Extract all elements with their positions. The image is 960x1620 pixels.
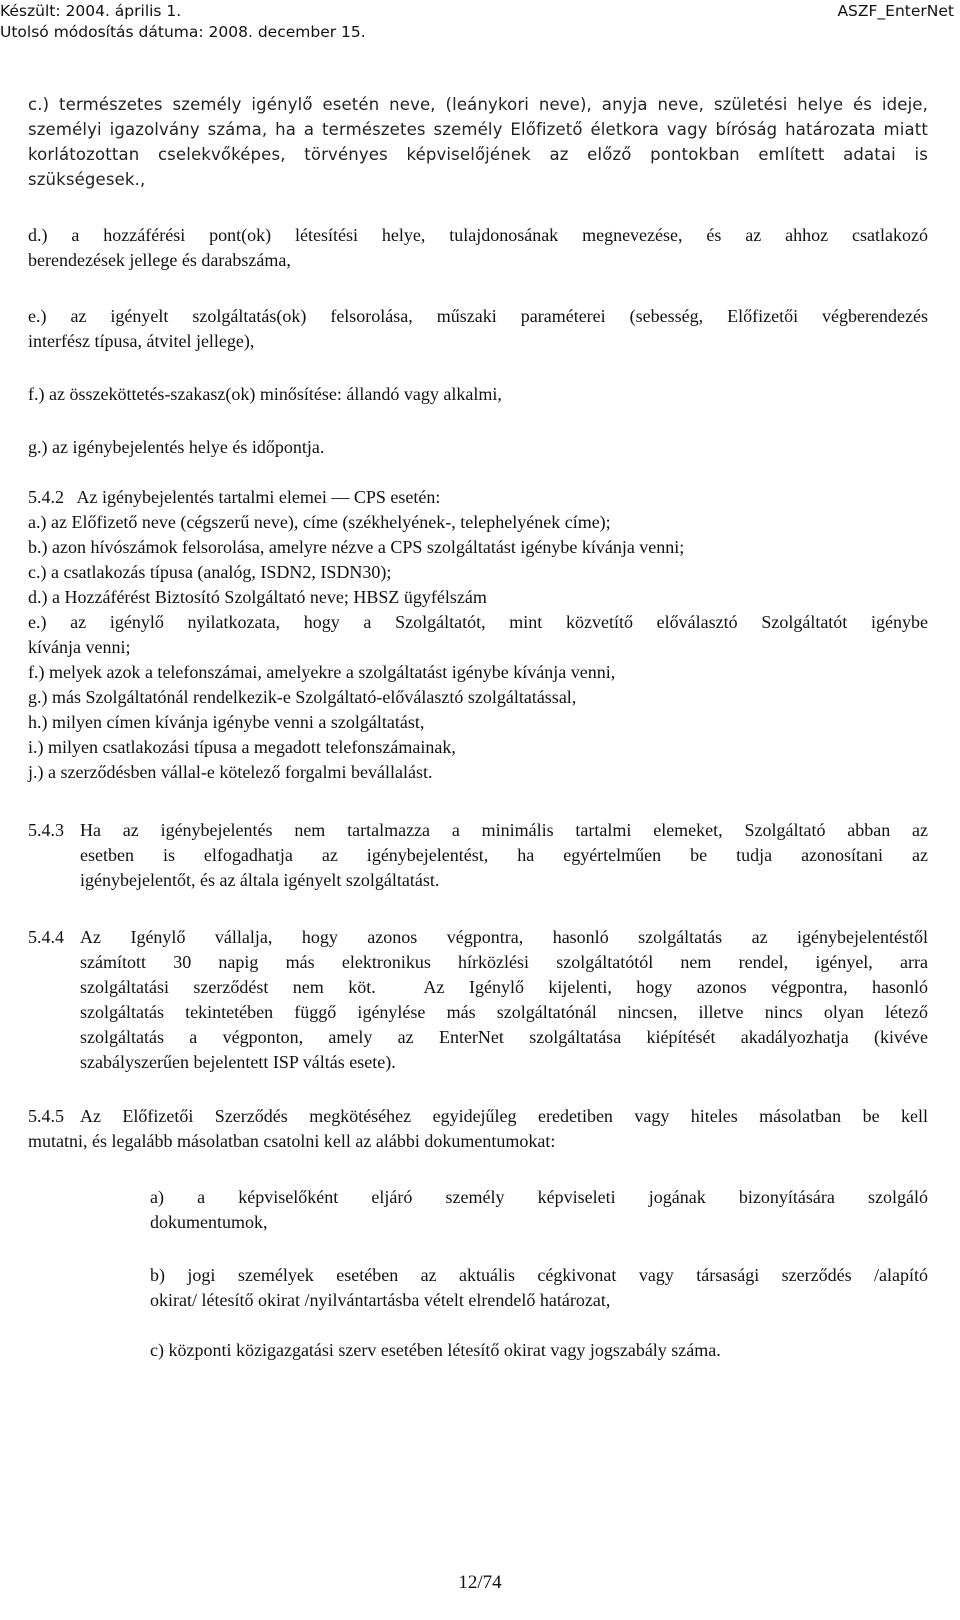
text-line: okirat/ létesítő okirat /nyilvántartásba vételt elrendelő határozat, xyxy=(150,1290,611,1310)
text-line: Ha az igénybejelentés nem tartalmazza a minimális tartalmi elemeket, Szolgáltató abban az xyxy=(80,820,928,840)
text-line: Az Előfizetői Szerződés megkötéséhez egyidejűleg eredetiben vagy hiteles másolatban be kell xyxy=(80,1106,928,1126)
list-item: b.) azon hívószámok felsorolása, amelyre nézve a CPS szolgáltatást igénybe kívánja venni; xyxy=(28,537,685,557)
text-line: igénybejelentőt, és az általa igényelt szolgáltatást. xyxy=(80,870,440,890)
text-line: c) központi közigazgatási szerv esetében létesítő okirat vagy jogszabály száma. xyxy=(150,1340,721,1360)
created-date: Készült: 2004. április 1. xyxy=(0,2,182,20)
section-5-4-5-first-line xyxy=(80,1104,928,1129)
section-number: 5.4.5 xyxy=(28,1106,64,1126)
list-item: kívánja venni; xyxy=(28,637,131,657)
section-number: 5.4.4 xyxy=(28,927,64,947)
list-item: g.) más Szolgáltatónál rendelkezik-e Szolgáltató-előválasztó szolgáltatással, xyxy=(28,687,577,707)
text-line: interfész típusa, átvitel jellege), xyxy=(28,331,255,351)
list-item: h.) milyen címen kívánja igénybe venni a szolgáltatást, xyxy=(28,712,425,732)
paragraph-g xyxy=(28,435,928,460)
paragraph-e xyxy=(28,304,928,354)
text-line: dokumentumok, xyxy=(150,1212,268,1232)
text-line: berendezések jellege és darabszáma, xyxy=(28,250,291,270)
text-line: szükségesek., xyxy=(28,170,146,189)
list-item: j.) a szerződésben vállal-e kötelező forgalmi bevállalást. xyxy=(28,762,433,782)
document-item-b xyxy=(150,1263,928,1313)
list-item: c.) a csatlakozás típusa (analóg, ISDN2, ISDN30); xyxy=(28,562,392,582)
paragraph-d xyxy=(28,223,928,273)
paragraph-c xyxy=(28,92,928,192)
list-item: i.) milyen csatlakozási típusa a megadott telefonszámainak, xyxy=(28,737,456,757)
text-line: b) jogi személyek esetében az aktuális cégkivonat vagy társasági szerződés /alapító xyxy=(150,1265,928,1285)
text-line: szolgáltatási szerződést nem köt. Az Igénylő kijelenti, hogy azonos végpontra, hasonló xyxy=(80,977,928,997)
page-header xyxy=(0,0,960,48)
list-item: a.) az Előfizető neve (cégszerű neve), címe (székhelyének-, telephelyének címe); xyxy=(28,512,611,532)
text-line: e.) az igényelt szolgáltatás(ok) felsorolása, műszaki paraméterei (sebesség, Előfizetői végberendezés xyxy=(28,306,928,326)
text-line: mutatni, és legalább másolatban csatolni kell az alábbi dokumentumokat: xyxy=(28,1131,556,1151)
section-number: 5.4.3 xyxy=(28,820,64,840)
text-line: korlátozottan cselekvőképes, törvényes képviselőjének az előző pontokban említett adatai is xyxy=(28,145,928,164)
section-5-4-2 xyxy=(28,485,928,785)
text-line: Az Igénylő vállalja, hogy azonos végpontra, hasonló szolgáltatás az igénybejelentéstől xyxy=(80,927,928,947)
text-line: g.) az igénybejelentés helye és időpontja. xyxy=(28,437,325,457)
section-5-4-3 xyxy=(80,818,928,893)
text-line: számított 30 napig más elektronikus hírközlési szolgáltatótól nem rendel, igényel, arra xyxy=(80,952,928,972)
paragraph-f xyxy=(28,382,928,407)
text-line: f.) az összeköttetés-szakasz(ok) minősítése: állandó vagy alkalmi, xyxy=(28,384,502,404)
section-heading: 5.4.2 Az igénybejelentés tartalmi elemei — CPS esetén: xyxy=(28,487,441,507)
text-line: személyi igazolvány száma, ha a természetes személy Előfizető életkora vagy bíróság határozata miatt xyxy=(28,120,928,139)
list-item: f.) melyek azok a telefonszámai, amelyekre a szolgáltatást igénybe kívánja venni, xyxy=(28,662,616,682)
text-line: d.) a hozzáférési pont(ok) létesítési helye, tulajdonosának megnevezése, és az ahhoz csatlakozó xyxy=(28,225,928,245)
text-line: szolgáltatás tekintetében függő igénylése más szolgáltatónál nincsen, illetve nincs olyan létező xyxy=(80,1002,928,1022)
document-id: ASZF_EnterNet xyxy=(837,2,954,20)
page-number: 12/74 xyxy=(458,1572,502,1593)
text-line: esetben is elfogadhatja az igénybejelentést, ha egyértelműen be tudja azonosítani az xyxy=(80,845,928,865)
section-5-4-4 xyxy=(80,925,928,1075)
list-item: d.) a Hozzáférést Biztosító Szolgáltató neve; HBSZ ügyfélszám xyxy=(28,587,487,607)
text-line: a) a képviselőként eljáró személy képviseleti jogának bizonyítására szolgáló xyxy=(150,1187,928,1207)
text-line: szabályszerűen bejelentett ISP váltás esete). xyxy=(80,1052,396,1072)
text-line: c.) természetes személy igénylő esetén neve, (leánykori neve), anyja neve, születési helye és ideje, xyxy=(28,95,928,114)
modified-date: Utolsó módosítás dátuma: 2008. december 15. xyxy=(0,23,366,41)
list-item: e.) az igénylő nyilatkozata, hogy a Szolgáltatót, mint közvetítő előválasztó Szolgáltatót igénybe xyxy=(28,612,928,632)
section-5-4-5-second-line xyxy=(28,1129,928,1154)
text-line: szolgáltatás a végponton, amely az EnterNet szolgáltatása kiépítését akadályozhatja (kivéve xyxy=(80,1027,928,1047)
document-item-a xyxy=(150,1185,928,1235)
document-item-c xyxy=(150,1338,928,1363)
